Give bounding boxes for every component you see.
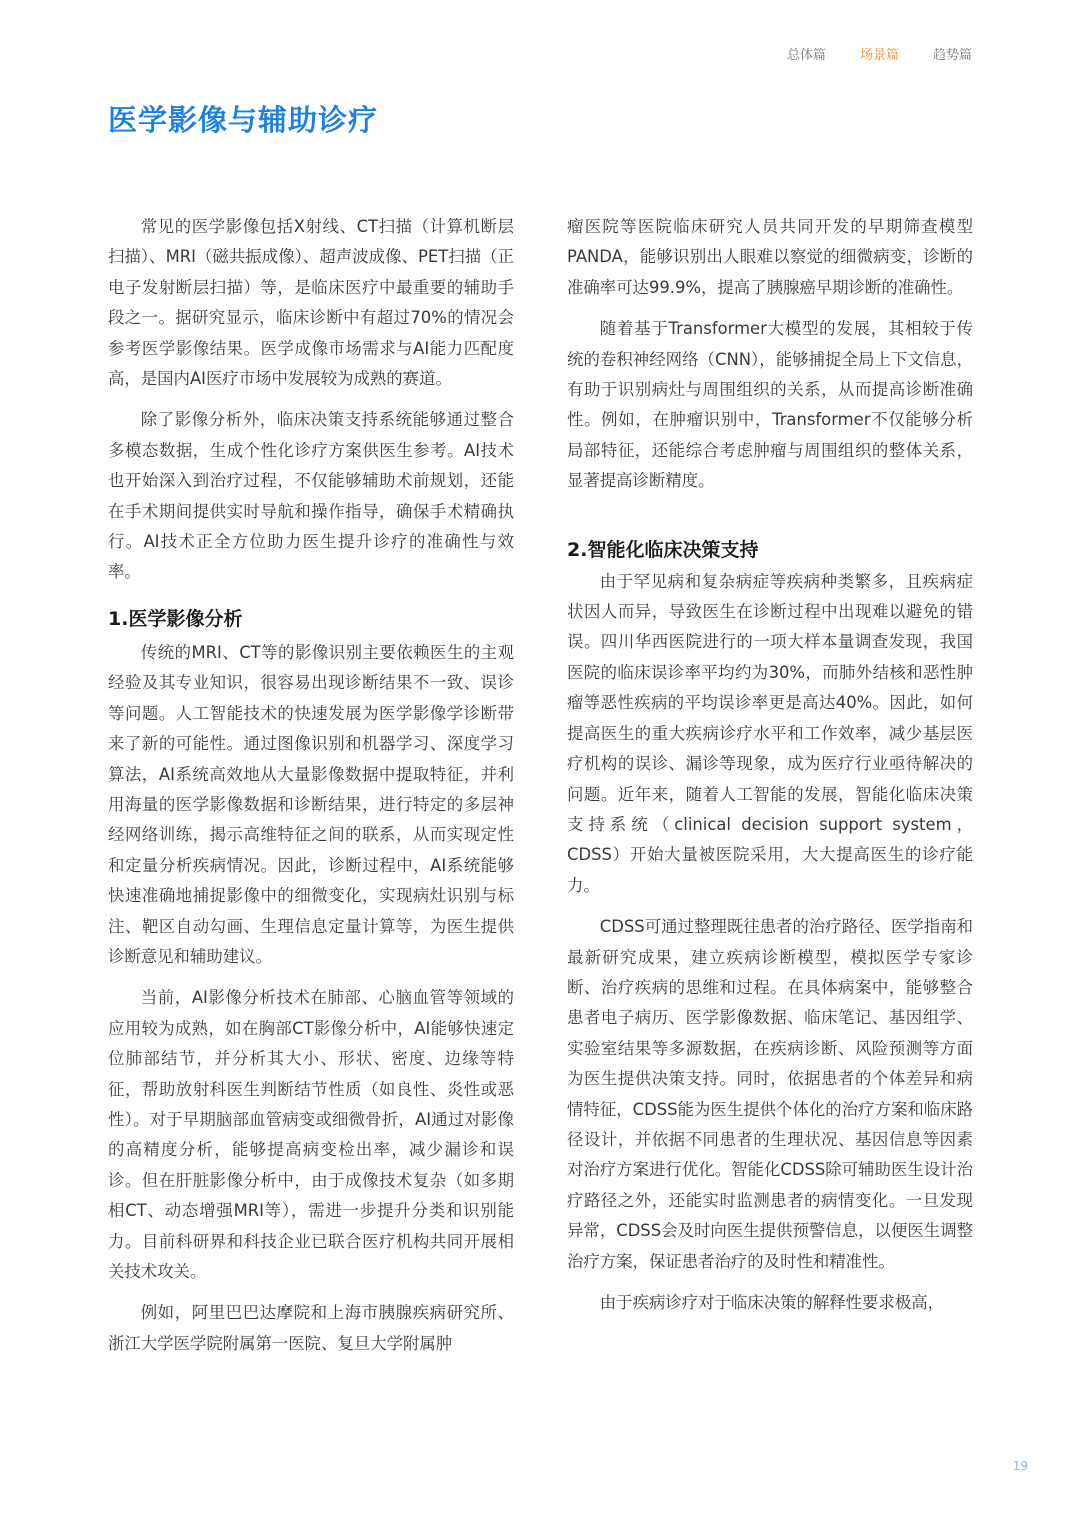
paragraph: 由于罕见病和复杂病症等疾病种类繁多，且疾病症状因人而异，导致医生在诊断过程中出现难以避免的错误。四川华西医院进行的一项大样本量调查发现，我国医院的临床误诊率平均约为30%，而肺外结核和恶性肿瘤等恶性疾病的平均误诊率更是高达40%。因此，如何提高医生的重大疾病诊疗水平和工作效率，减少基层医疗机构的误诊、漏诊等现象，成为医疗行业亟待解决的问题。近年来，随着人工智能的发展，智能化临床决策支持系统（clinical decision support system，CDSS）开始大量被医院采用，大大提高医生的诊疗能力。	[567, 571, 973, 895]
paragraph: 随着基于Transformer大模型的发展，其相较于传统的卷积神经网络（CNN），能够捕捉全局上下文信息，有助于识别病灶与周围组织的关系，从而提高诊断准确性。例如，在肿瘤识别中，Transformer不仅能够分析局部特征，还能综合考虑肿瘤与周围组织的整体关系，显著提高诊断精度。	[567, 319, 973, 491]
section-heading-imaging-analysis: 1.医学影像分析	[108, 607, 243, 630]
paragraph: 例如，阿里巴巴达摩院和上海市胰腺疾病研究所、浙江大学医学院附属第一医院、复旦大学附属肿	[108, 1303, 514, 1353]
left-column	[108, 212, 514, 1370]
section-nav	[787, 44, 972, 63]
paragraph: 传统的MRI、CT等的影像识别主要依赖医生的主观经验及其专业知识，很容易出现诊断结果不一致、误诊等问题。人工智能技术的快速发展为医学影像学诊断带来了新的可能性。通过图像识别和机器学习、深度学习算法，AI系统高效地从大量影像数据中提取特征，并利用海量的医学影像数据和诊断结果，进行特定的多层神经网络训练，揭示高维特征之间的联系，从而实现定性和定量分析疾病情况。因此，诊断过程中，AI系统能够快速准确地捕捉影像中的细微变化，实现病灶识别与标注、靶区自动勾画、生理信息定量计算等，为医生提供诊断意见和辅助建议。	[108, 642, 514, 966]
nav-item-scenarios[interactable]: 场景篇	[859, 48, 899, 63]
nav-item-overview[interactable]: 总体篇	[786, 48, 826, 63]
paragraph: 当前，AI影像分析技术在肺部、心脑血管等领域的应用较为成熟，如在胸部CT影像分析中，AI能够快速定位肺部结节，并分析其大小、形状、密度、边缘等特征，帮助放射科医生判断结节性质（如良性、炎性或恶性）。对于早期脑部血管病变或细微骨折，AI通过对影像的高精度分析，能够提高病变检出率，减少漏诊和误诊。但在肝脏影像分析中，由于成像技术复杂（如多期相CT、动态增强MRI等），需进一步提升分类和识别能力。目前科研界和科技企业已联合医疗机构共同开展相关技术攻关。	[108, 988, 514, 1281]
nav-item-trends[interactable]: 趋势篇	[932, 48, 972, 63]
right-column	[567, 212, 973, 1329]
paragraph-continued: 瘤医院等医院临床研究人员共同开发的早期筛查模型PANDA，能够识别出人眼难以察觉的细微病变，诊断的准确率可达99.9%，提高了胰腺癌早期诊断的准确性。	[567, 217, 973, 297]
section-heading-clinical-decision-support: 2.智能化临床决策支持	[567, 538, 759, 561]
page-title: 医学影像与辅助诊疗	[108, 103, 379, 137]
paragraph: 由于疾病诊疗对于临床决策的解释性要求极高，	[599, 1293, 944, 1312]
page-number: 19	[1012, 1459, 1028, 1473]
paragraph: 常见的医学影像包括X射线、CT扫描（计算机断层扫描）、MRI（磁共振成像）、超声波成像、PET扫描（正电子发射断层扫描）等，是临床医疗中最重要的辅助手段之一。据研究显示，临床诊断中有超过70%的情况会参考医学影像结果。医学成像市场需求与AI能力匹配度高，是国内AI医疗市场中发展较为成熟的赛道。	[108, 217, 514, 389]
paragraph: CDSS可通过整理既往患者的治疗路径、医学指南和最新研究成果，建立疾病诊断模型，模拟医学专家诊断、治疗疾病的思维和过程。在具体病案中，能够整合患者电子病历、医学影像数据、临床笔记、基因组学、实验室结果等多源数据，在疾病诊断、风险预测等方面为医生提供决策支持。同时，依据患者的个体差异和病情特征，CDSS能为医生提供个体化的治疗方案和临床路径设计，并依据不同患者的生理状况、基因信息等因素对治疗方案进行优化。智能化CDSS除可辅助医生设计治疗路径之外，还能实时监测患者的病情变化。一旦发现异常，CDSS会及时向医生提供预警信息，以便医生调整治疗方案，保证患者治疗的及时性和精准性。	[567, 917, 973, 1271]
paragraph: 除了影像分析外，临床决策支持系统能够通过整合多模态数据，生成个性化诊疗方案供医生参考。AI技术也开始深入到治疗过程，不仅能够辅助术前规划，还能在手术期间提供实时导航和操作指导，确保手术精确执行。AI技术正全方位助力医生提升诊疗的准确性与效率。	[108, 410, 514, 582]
